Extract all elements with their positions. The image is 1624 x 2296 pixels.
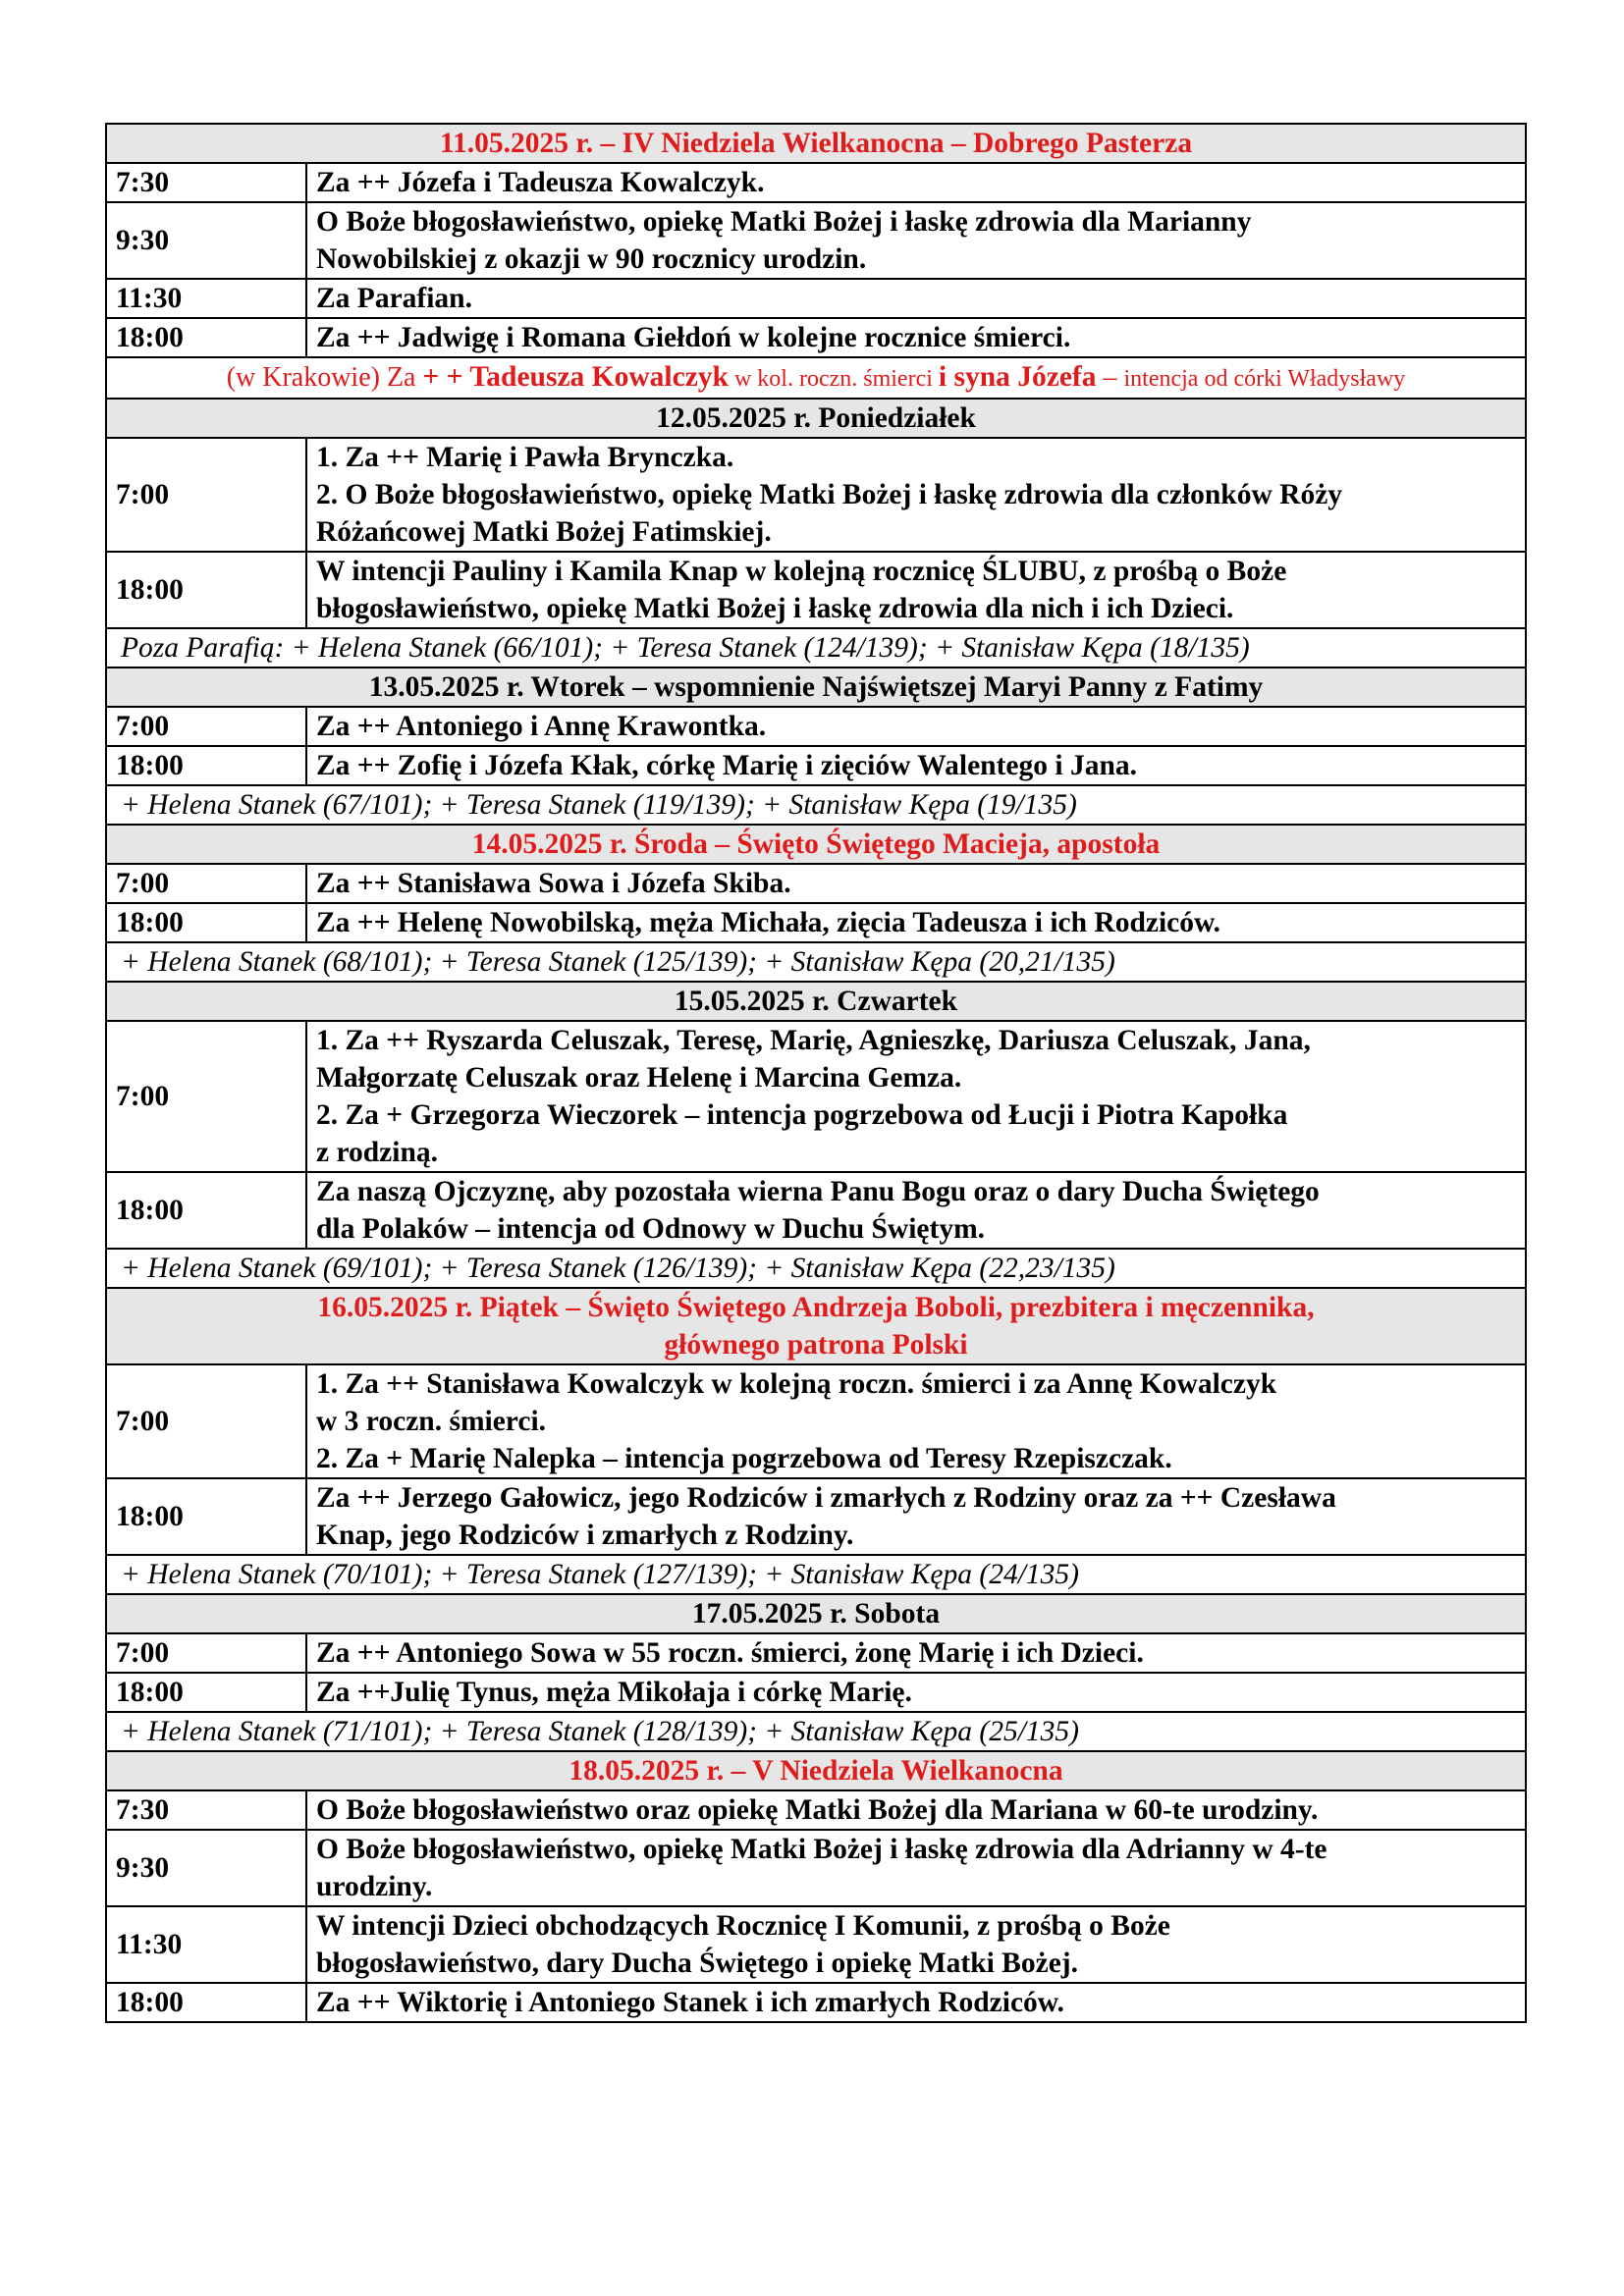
mass-time: 18:00 [106, 1673, 306, 1712]
mass-time: 18:00 [106, 1983, 306, 2022]
rosary-note: + Helena Stanek (71/101); + Teresa Stanek (128/139); + Stanisław Kępa (25/135) [106, 1712, 1526, 1751]
mass-row [106, 318, 1526, 357]
mass-row [106, 1364, 1526, 1478]
mass-time: 9:30 [106, 202, 306, 279]
day-title: 14.05.2025 r. Środa – Święto Świętego Macieja, apostoła [106, 825, 1526, 864]
mass-intention: Za ++ Antoniego i Annę Krawontka. [306, 707, 1526, 746]
mass-row [106, 1478, 1526, 1555]
mass-time: 7:00 [106, 1021, 306, 1172]
day-title: 12.05.2025 r. Poniedziałek [106, 399, 1526, 438]
mass-intention: Za ++Julię Tynus, męża Mikołaja i córkę Marię. [306, 1673, 1526, 1712]
mass-row [106, 1790, 1526, 1830]
mass-intention: Za Parafian. [306, 279, 1526, 318]
krakow-intention: (w Krakowie) Za + + Tadeusza Kowalczyk w kol. roczn. śmierci i syna Józefa – intencja od córki Władysławy [106, 357, 1526, 399]
mass-intention: 1. Za ++ Ryszarda Celuszak, Teresę, Marię, Agnieszkę, Dariusza Celuszak, Jana, Małgorzatę Celuszak oraz Helenę i Marcina Gemza. 2. Za + Grzegorza Wieczorek – intencja pogrzebowa od Łucji i Piotra Kapołka z rodziną. [306, 1021, 1526, 1172]
mass-row [106, 1633, 1526, 1673]
mass-row [106, 438, 1526, 552]
mass-row [106, 163, 1526, 202]
mass-intention: Za ++ Antoniego Sowa w 55 roczn. śmierci, żonę Marię i ich Dzieci. [306, 1633, 1526, 1673]
mass-intention: O Boże błogosławieństwo oraz opiekę Matki Bożej dla Mariana w 60-te urodziny. [306, 1790, 1526, 1830]
mass-time: 7:00 [106, 1633, 306, 1673]
mass-time: 18:00 [106, 318, 306, 357]
day-title: 17.05.2025 r. Sobota [106, 1594, 1526, 1633]
day-title: 18.05.2025 r. – V Niedziela Wielkanocna [106, 1751, 1526, 1790]
mass-time: 18:00 [106, 903, 306, 942]
mass-time: 7:00 [106, 438, 306, 552]
mass-time: 7:30 [106, 1790, 306, 1830]
mass-time: 11:30 [106, 1906, 306, 1983]
mass-intention: O Boże błogosławieństwo, opiekę Matki Bożej i łaskę zdrowia dla Marianny Nowobilskiej z okazji w 90 rocznicy urodzin. [306, 202, 1526, 279]
mass-time: 18:00 [106, 1172, 306, 1249]
mass-intention: Za ++ Wiktorię i Antoniego Stanek i ich zmarłych Rodziców. [306, 1983, 1526, 2022]
mass-row [106, 1172, 1526, 1249]
day-header [106, 399, 1526, 438]
mass-intention: Za ++ Stanisława Sowa i Józefa Skiba. [306, 864, 1526, 903]
mass-time: 7:00 [106, 864, 306, 903]
mass-intention: W intencji Dzieci obchodzących Rocznicę I Komunii, z prośbą o Boże błogosławieństwo, dary Ducha Świętego i opiekę Matki Bożej. [306, 1906, 1526, 1983]
mass-row [106, 1830, 1526, 1906]
mass-row [106, 279, 1526, 318]
day-title: 15.05.2025 r. Czwartek [106, 982, 1526, 1021]
mass-row [106, 1983, 1526, 2022]
day-header [106, 982, 1526, 1021]
mass-intention: 1. Za ++ Stanisława Kowalczyk w kolejną roczn. śmierci i za Annę Kowalczyk w 3 roczn. śmierci. 2. Za + Marię Nalepka – intencja pogrzebowa od Teresy Rzepiszczak. [306, 1364, 1526, 1478]
day-header [106, 1594, 1526, 1633]
mass-intention: Za ++ Jadwigę i Romana Giełdoń w kolejne rocznice śmierci. [306, 318, 1526, 357]
mass-time: 7:30 [106, 163, 306, 202]
mass-row [106, 746, 1526, 785]
rosary-note: + Helena Stanek (70/101); + Teresa Stanek (127/139); + Stanisław Kępa (24/135) [106, 1555, 1526, 1594]
day-header [106, 825, 1526, 864]
mass-row [106, 1673, 1526, 1712]
mass-intention: 1. Za ++ Marię i Pawła Brynczka. 2. O Boże błogosławieństwo, opiekę Matki Bożej i łaskę zdrowia dla członków Róży Różańcowej Matki Bożej Fatimskiej. [306, 438, 1526, 552]
rosary-note: + Helena Stanek (67/101); + Teresa Stanek (119/139); + Stanisław Kępa (19/135) [106, 785, 1526, 825]
mass-row [106, 1021, 1526, 1172]
day-title: 13.05.2025 r. Wtorek – wspomnienie Najświętszej Maryi Panny z Fatimy [106, 667, 1526, 707]
mass-schedule [105, 123, 1527, 2023]
rosary-note: + Helena Stanek (69/101); + Teresa Stanek (126/139); + Stanisław Kępa (22,23/135) [106, 1249, 1526, 1288]
day-header [106, 124, 1526, 163]
day-title: 11.05.2025 r. – IV Niedziela Wielkanocna – Dobrego Pasterza [106, 124, 1526, 163]
mass-intention: Za naszą Ojczyznę, aby pozostała wierna Panu Bogu oraz o dary Ducha Świętego dla Polaków – intencja od Odnowy w Duchu Świętym. [306, 1172, 1526, 1249]
mass-intention: W intencji Pauliny i Kamila Knap w kolejną rocznicę ŚLUBU, z prośbą o Boże błogosławieństwo, opiekę Matki Bożej i łaskę zdrowia dla nich i ich Dzieci. [306, 552, 1526, 628]
mass-time: 18:00 [106, 1478, 306, 1555]
rosary-note: + Helena Stanek (68/101); + Teresa Stanek (125/139); + Stanisław Kępa (20,21/135) [106, 942, 1526, 982]
day-header [106, 1288, 1526, 1364]
rosary-note: Poza Parafią: + Helena Stanek (66/101); + Teresa Stanek (124/139); + Stanisław Kępa (18/135) [106, 628, 1526, 667]
mass-row [106, 707, 1526, 746]
mass-intention: Za ++ Helenę Nowobilską, męża Michała, zięcia Tadeusza i ich Rodziców. [306, 903, 1526, 942]
day-header [106, 1751, 1526, 1790]
mass-row [106, 1906, 1526, 1983]
mass-time: 9:30 [106, 1830, 306, 1906]
schedule-table [105, 123, 1527, 2023]
mass-row [106, 903, 1526, 942]
mass-time: 18:00 [106, 746, 306, 785]
mass-time: 11:30 [106, 279, 306, 318]
mass-intention: Za ++ Józefa i Tadeusza Kowalczyk. [306, 163, 1526, 202]
mass-intention: O Boże błogosławieństwo, opiekę Matki Bożej i łaskę zdrowia dla Adrianny w 4-te urodziny. [306, 1830, 1526, 1906]
mass-time: 18:00 [106, 552, 306, 628]
mass-row [106, 552, 1526, 628]
day-header [106, 667, 1526, 707]
mass-row [106, 864, 1526, 903]
mass-row [106, 202, 1526, 279]
day-title: 16.05.2025 r. Piątek – Święto Świętego Andrzeja Boboli, prezbitera i męczennika, głównego patrona Polski [106, 1288, 1526, 1364]
mass-time: 7:00 [106, 707, 306, 746]
mass-intention: Za ++ Zofię i Józefa Kłak, córkę Marię i zięciów Walentego i Jana. [306, 746, 1526, 785]
mass-intention: Za ++ Jerzego Gałowicz, jego Rodziców i zmarłych z Rodziny oraz za ++ Czesława Knap, jego Rodziców i zmarłych z Rodziny. [306, 1478, 1526, 1555]
mass-time: 7:00 [106, 1364, 306, 1478]
